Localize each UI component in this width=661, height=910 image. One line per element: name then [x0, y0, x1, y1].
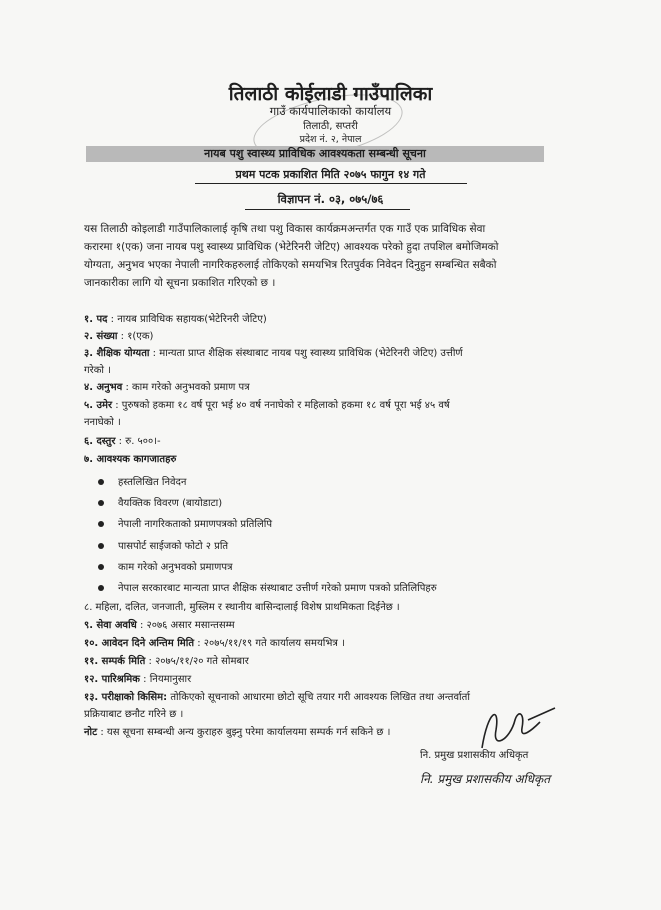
document-item: पासपोर्ट साईजको फोटो २ प्रति	[98, 538, 228, 552]
intro-line: जानकारीका लागि यो सूचना प्रकाशित गरिएको छ ।	[84, 277, 276, 289]
list-item: ननाघेको ।	[84, 417, 121, 428]
province-line: प्रदेश नं. २, नेपाल	[299, 134, 362, 145]
list-item: ६. दस्तुर : रु. ५००।-	[84, 436, 161, 447]
list-item: ८. महिला, दलित, जनजाती, मुस्लिम र स्थानीय बासिन्दालाई विशेष प्राथमिकता दिईनेछ ।	[84, 602, 400, 613]
office-address: तिलाठी, सप्तरी	[303, 121, 358, 132]
intro-paragraph	[84, 220, 589, 292]
bullet-icon	[98, 543, 104, 549]
signatory-title: नि. प्रमुख प्रशासकीय अधिकृत	[420, 750, 529, 761]
intro-line: योग्यता, अनुभव भएका नेपाली नागरिकहरुलाई तोकिएको समयभित्र रितपुर्वक निवेदन दिनुहुन सम्बन्धित सबैको	[84, 259, 497, 271]
list-item: १. पद : नायब प्राविधिक सहायक(भेटेरिनरी जेटिए)	[84, 314, 267, 325]
bullet-icon	[98, 500, 104, 506]
bullet-icon	[98, 564, 104, 570]
bullet-icon	[98, 479, 104, 485]
intro-line: करारमा १(एक) जना नायब पशु स्वास्थ्य प्राविधिक (भेटेरिनरी जेटिए) आवश्यक परेको हुदा तपशिल बमोजिमको	[84, 241, 499, 253]
list-item: २. संख्या : १(एक)	[84, 331, 154, 342]
document-item: नेपाल सरकारबाट मान्यता प्राप्त शैक्षिक संस्थाबाट उत्तीर्ण गरेको प्रमाण पत्रको प्रतिलिपिहरु	[98, 580, 437, 594]
document-item: नेपाली नागरिकताको प्रमाणपत्रको प्रतिलिपि	[98, 516, 272, 530]
document-item: काम गरेको अनुभवको प्रमाणपत्र	[98, 559, 233, 573]
list-item: ५. उमेर : पुरुषको हकमा १८ वर्ष पूरा भई ४० वर्ष ननाघेको र महिलाको हकमा १८ वर्ष पूरा भई ४५ वर्ष	[84, 400, 450, 411]
bullet-icon	[98, 585, 104, 591]
office-name: गाउँ कार्यपालिकाको कार्यालय	[269, 104, 392, 118]
intro-line: यस तिलाठी कोइलाडी गाउँपालिकालाई कृषि तथा पशु विकास कार्यक्रमअन्तर्गत एक गाउँ एक प्राविधिक सेवा	[84, 223, 486, 235]
list-item: ११. सम्पर्क मिति : २०७५/११/२० गते सोमबार	[84, 656, 249, 667]
list-item: प्रक्रियाबाट छनौट गरिने छ ।	[84, 709, 184, 720]
list-item: गरेको ।	[84, 365, 111, 376]
list-item: ७. आवश्यक कागजातहरु	[84, 454, 177, 465]
published-date: प्रथम पटक प्रकाशित मिति २०७५ फागुन १४ गते	[235, 168, 426, 181]
list-item: ४. अनुभव : काम गरेको अनुभवको प्रमाण पत्र	[84, 382, 250, 393]
municipality-name: तिलाठी कोईलाडी गाउँपालिका	[228, 83, 433, 105]
list-item: १०. आवेदन दिने अन्तिम मिति : २०७५/११/१९ गते कार्यालय समयभित्र ।	[84, 638, 345, 649]
notice-number: विज्ञापन नं. ०३, ०७५/७६	[277, 192, 384, 206]
published-underline	[195, 183, 467, 184]
document-item: हस्तलिखित निवेदन	[98, 474, 186, 488]
document-item: वैयक्तिक विवरण (बायोडाटा)	[98, 495, 222, 509]
list-item: १३. परीक्षाको किसिम: तोकिएको सूचनाको आधारमा छोटो सूचि तयार गरी आवश्यक लिखित तथा अन्तर्वार्ता	[84, 692, 470, 703]
bullet-icon	[98, 521, 104, 527]
signatory-stamp: नि. प्रमुख प्रशासकीय अधिकृत	[420, 772, 551, 786]
notice-banner: नायब पशु स्वास्थ्य प्राविधिक आवश्यकता सम्बन्धी सूचना	[86, 146, 544, 162]
list-item: १२. पारिश्रमिक : नियमानुसार	[84, 674, 192, 685]
notice-underline	[245, 209, 410, 210]
list-item: ३. शैक्षिक योग्यता : मान्यता प्राप्त शैक्षिक संस्थाबाट नायब पशु स्वास्थ्य प्राविधिक (भेटेरिनरी जेटिए) उत्तीर्ण	[84, 348, 463, 359]
note-line: नोट : यस सूचना सम्बन्धी अन्य कुराहरु बुझ्नु परेमा कार्यालयमा सम्पर्क गर्न सकिने छ ।	[84, 727, 391, 738]
list-item: ९. सेवा अवधि : २०७६ असार मसान्तसम्म	[84, 620, 235, 631]
